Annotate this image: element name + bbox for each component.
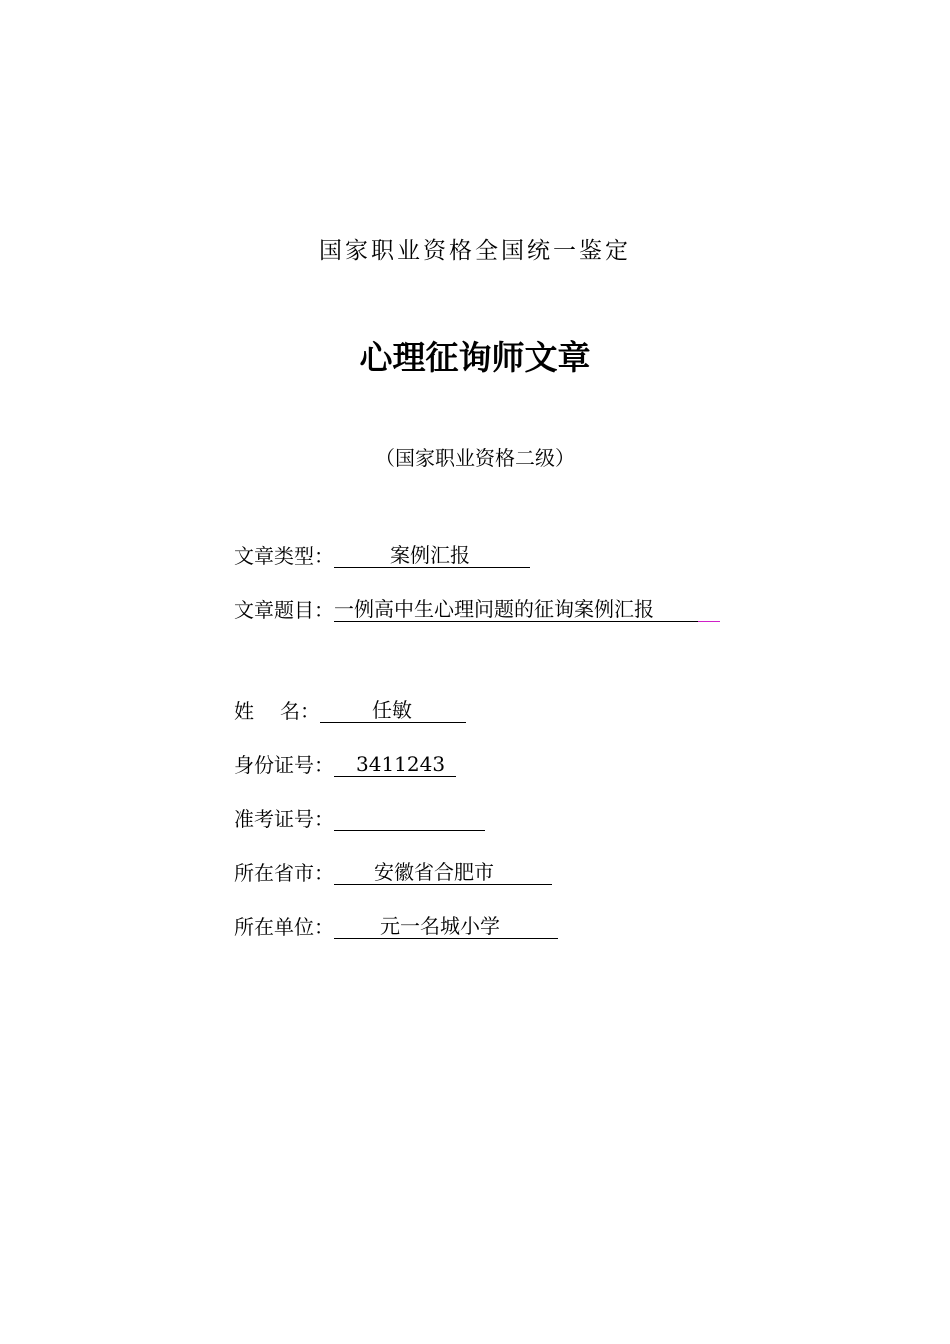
location-field <box>234 859 552 887</box>
article-topic-underline-tail <box>698 597 720 622</box>
id-number-value: 3411243 <box>356 752 446 776</box>
id-number-field <box>234 751 456 779</box>
location-value: 安徽省合肥市 <box>374 860 494 884</box>
name-label <box>234 697 320 725</box>
id-number-label: 身份证号： <box>234 753 334 777</box>
id-number-value-line <box>334 752 456 777</box>
article-type-field <box>234 542 530 570</box>
article-type-value-line <box>334 543 530 568</box>
exam-number-value-line <box>334 806 485 831</box>
qualification-level: （国家职业资格二级） <box>375 446 575 470</box>
article-topic-value: 一例高中生心理问题的征询案例汇报 <box>334 597 654 621</box>
organization-field <box>234 913 558 941</box>
article-topic-label: 文章题目： <box>234 598 334 622</box>
document-title: 心理征询师文章 <box>359 338 591 377</box>
article-type-label: 文章类型： <box>234 544 334 568</box>
name-value-line <box>320 698 466 723</box>
organization-value-line <box>334 914 558 939</box>
exam-number-field <box>234 805 485 833</box>
name-label-first: 姓 <box>234 699 254 723</box>
organization-value: 元一名城小学 <box>380 914 500 938</box>
organization-label: 所在单位： <box>234 915 334 939</box>
article-topic-value-line <box>334 597 698 622</box>
article-type-value: 案例汇报 <box>390 543 470 567</box>
document-subtitle: 国家职业资格全国统一鉴定 <box>319 238 631 264</box>
name-label-second: 名： <box>280 699 320 723</box>
location-value-line <box>334 860 552 885</box>
name-field <box>234 697 466 725</box>
exam-number-label: 准考证号： <box>234 807 334 831</box>
location-label: 所在省市： <box>234 861 334 885</box>
name-value: 任敏 <box>372 698 412 722</box>
article-topic-field <box>234 596 720 624</box>
